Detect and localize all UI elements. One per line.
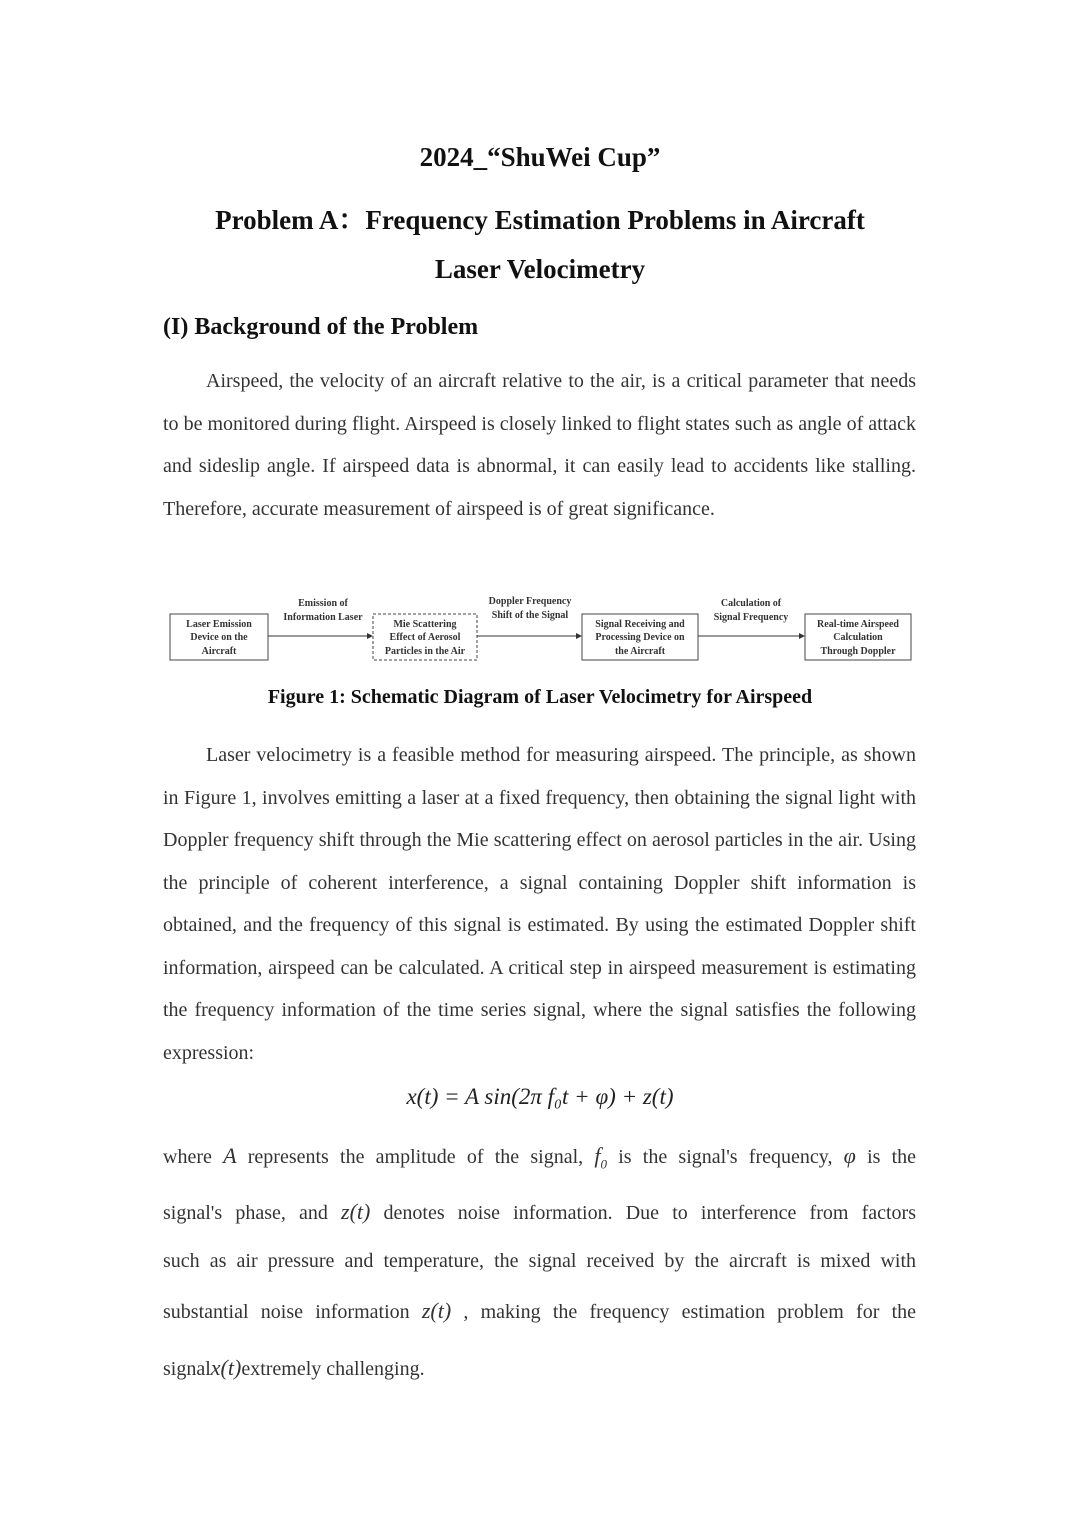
arrow1-label-line2: Information Laser [283,612,363,623]
where-l4-a: substantial noise information [163,1301,410,1323]
box4-line3: Through Doppler [820,646,896,657]
where-l5-a: signal [163,1358,211,1380]
box1-line3: Aircraft [201,646,237,657]
math-x: x(t) [210,1355,242,1380]
arrow1-label-line1: Emission of [298,598,348,609]
paragraph-2-text: Laser velocimetry is a feasible method for measuring airspeed. The principle, as shown in Figure 1, involves emitting a laser at a fixed frequency, then obtaining the signal light with Doppler frequency shift through the Mie scattering effect on aerosol particles in the air. Using the principle of coherent interference, a signal containing Doppler shift information is obtained, and the frequency of this signal is estimated. By using the estimated Doppler shift information, airspeed can be calculated. A critical step in airspeed measurement is estimating the frequency information of the time series signal, where the signal satisfies the following expression: [163,744,916,1064]
box4-line1: Real-time Airspeed [817,619,899,630]
math-f0-sub: 0 [600,1156,608,1172]
arrow2-label-line2: Shift of the Signal [491,610,569,621]
box1-line2: Device on the [190,632,248,643]
box2-line2: Effect of Aerosol [389,632,461,643]
where-l1-c: is the signal's frequency, [618,1146,833,1168]
box3-line1: Signal Receiving and [595,619,685,630]
arrow3-label-line2: Signal Frequency [713,612,789,623]
arrow3-label-line1: Calculation of [720,598,782,609]
paragraph-1 [163,360,916,530]
math-f: f [594,1143,601,1168]
paragraph-1-text: Airspeed, the velocity of an aircraft relative to the air, is a critical parameter that needs to be monitored during flight. Airspeed is closely linked to flight states such as angle of attack and sideslip angle. If airspeed data is abnormal, it can easily lead to accidents like stalling. Therefore, accurate measurement of airspeed is of great significance. [163,370,916,520]
where-l1-d: is the [867,1146,917,1168]
where-l5-b: extremely challenging. [241,1358,425,1380]
signal-equation: x(t) = A sin(2π f₀t + φ) + z(t) [406,1084,674,1109]
where-line-1 [163,1143,916,1172]
math-z-2: z(t) [421,1298,452,1323]
paragraph-2 [163,734,916,1074]
box3-line2: Processing Device on [595,632,685,643]
title-line-3: Laser Velocimetry [434,254,646,284]
box1-line1: Laser Emission [186,619,252,630]
where-line-3: such as air pressure and temperature, the signal received by the aircraft is mixed with [163,1250,916,1272]
arrow2-label-line1: Doppler Frequency [488,596,572,607]
math-f0 [594,1143,608,1172]
section-heading: (I) Background of the Problem [163,314,479,340]
math-z: z(t) [341,1199,371,1224]
figure-caption: Figure 1: Schematic Diagram of Laser Velocimetry for Airspeed [267,686,813,708]
box3-line3: the Aircraft [614,646,666,657]
box4-line2: Calculation [833,632,883,643]
where-l2-b: denotes noise information. Due to interference from factors [383,1202,916,1224]
box2-line3: Particles in the Air [384,646,466,657]
where-line-5 [163,1355,916,1381]
title-line-1: 2024_“ShuWei Cup” [419,142,661,172]
where-l1-a: where [163,1146,212,1168]
where-l1-b: represents the amplitude of the signal, [247,1146,584,1168]
math-A: A [223,1143,237,1168]
title-line-2: Problem A：Frequency Estimation Problems in Aircraft [215,205,865,235]
where-line-4 [163,1298,916,1324]
figure-1-diagram [163,590,923,670]
math-phi: φ [843,1143,856,1168]
box2-line1: Mie Scattering [393,619,457,630]
where-line-2 [163,1199,916,1225]
where-l4-b: , making the frequency estimation problem for the [463,1301,917,1323]
where-l2-a: signal's phase, and [163,1202,328,1224]
